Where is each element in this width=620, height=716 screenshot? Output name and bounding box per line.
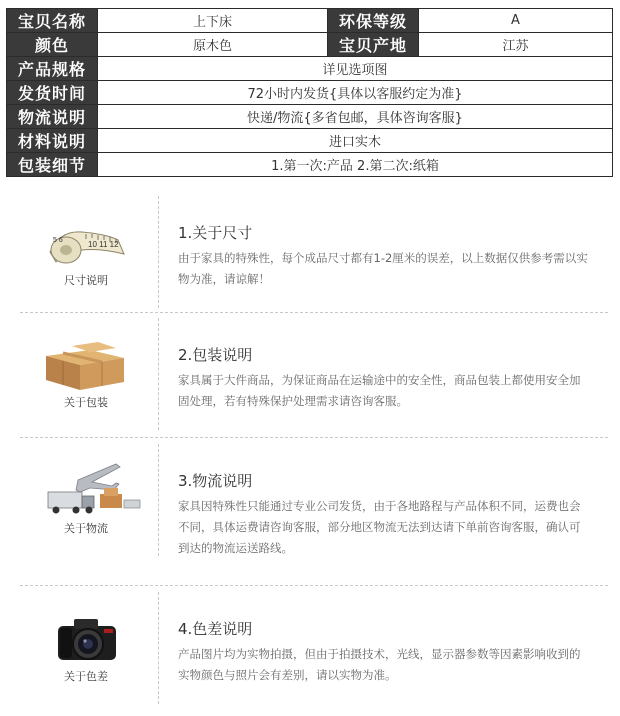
spec-key: 颜色 xyxy=(7,33,98,57)
section-body: 家具因特殊性只能通过专业公司发货，由于各地路程与产品体积不同，运费也会不同，具体运费请咨询客服，部分地区物流无法到达请下单前咨询客服，确认可到达的物流运送路线。 xyxy=(178,499,581,555)
section-icon-label: 尺寸说明 xyxy=(64,274,108,287)
spec-row xyxy=(7,129,613,153)
spec-key: 宝贝产地 xyxy=(328,33,419,57)
spec-key: 包装细节 xyxy=(7,153,98,177)
vertical-divider xyxy=(158,318,159,430)
section-title: 3.物流说明 xyxy=(178,472,253,490)
section-icon-label: 关于色差 xyxy=(64,670,108,683)
section-title: 2.包装说明 xyxy=(178,346,253,364)
section-divider xyxy=(20,585,608,586)
spec-row xyxy=(7,33,613,57)
spec-key: 物流说明 xyxy=(7,105,98,129)
spec-value: 1.第一次:产品 2.第二次:纸箱 xyxy=(98,153,613,177)
spec-value: 江苏 xyxy=(419,33,613,57)
section-body: 由于家具的特殊性，每个成品尺寸都有1-2厘米的误差，以上数据仅供参考需以实物为准，请谅解！ xyxy=(178,251,588,286)
section-title: 1.关于尺寸 xyxy=(178,224,253,242)
size-info-section xyxy=(0,192,620,314)
section-icon-label: 关于物流 xyxy=(64,522,108,535)
spec-value: 进口实木 xyxy=(98,129,613,153)
cardboard-boxes-icon xyxy=(20,332,152,392)
section-icon-label: 关于包装 xyxy=(64,396,108,409)
spec-key: 环保等级 xyxy=(328,9,419,33)
section-divider xyxy=(20,312,608,313)
spec-table xyxy=(6,8,613,177)
vertical-divider xyxy=(158,196,159,308)
spec-key: 产品规格 xyxy=(7,57,98,81)
color-difference-info-section xyxy=(0,588,620,710)
spec-value: 快递/物流{多省包邮，具体咨询客服} xyxy=(98,105,613,129)
logistics-plane-truck-icon xyxy=(20,458,152,518)
spec-value: 原木色 xyxy=(98,33,328,57)
spec-key: 宝贝名称 xyxy=(7,9,98,33)
spec-key: 发货时间 xyxy=(7,81,98,105)
camera-icon xyxy=(20,606,152,666)
spec-row xyxy=(7,9,613,33)
tape-measure-icon xyxy=(20,210,152,270)
svg-text:10 11 12: 10 11 12 xyxy=(88,240,119,249)
spec-value: 详见选项图 xyxy=(98,57,613,81)
svg-text:5 6: 5 6 xyxy=(53,237,63,244)
spec-value: 72小时内发货{具体以客服约定为准} xyxy=(98,81,613,105)
vertical-divider xyxy=(158,444,159,556)
spec-row xyxy=(7,153,613,177)
packaging-info-section xyxy=(0,314,620,436)
section-divider xyxy=(20,437,608,438)
spec-key: 材料说明 xyxy=(7,129,98,153)
section-body: 家具属于大件商品，为保证商品在运输途中的安全性，商品包装上都使用安全加固处理，若有特殊保护处理需求请咨询客服。 xyxy=(178,373,581,408)
section-title: 4.色差说明 xyxy=(178,620,253,638)
logistics-info-section xyxy=(0,440,620,562)
spec-row xyxy=(7,81,613,105)
spec-row xyxy=(7,57,613,81)
vertical-divider xyxy=(158,592,159,704)
spec-value: 上下床 xyxy=(98,9,328,33)
section-body: 产品图片均为实物拍摄，但由于拍摄技术，光线，显示器参数等因素影响收到的实物颜色与照片会有差别，请以实物为准。 xyxy=(178,647,581,682)
spec-row xyxy=(7,105,613,129)
spec-value: A xyxy=(419,9,613,33)
